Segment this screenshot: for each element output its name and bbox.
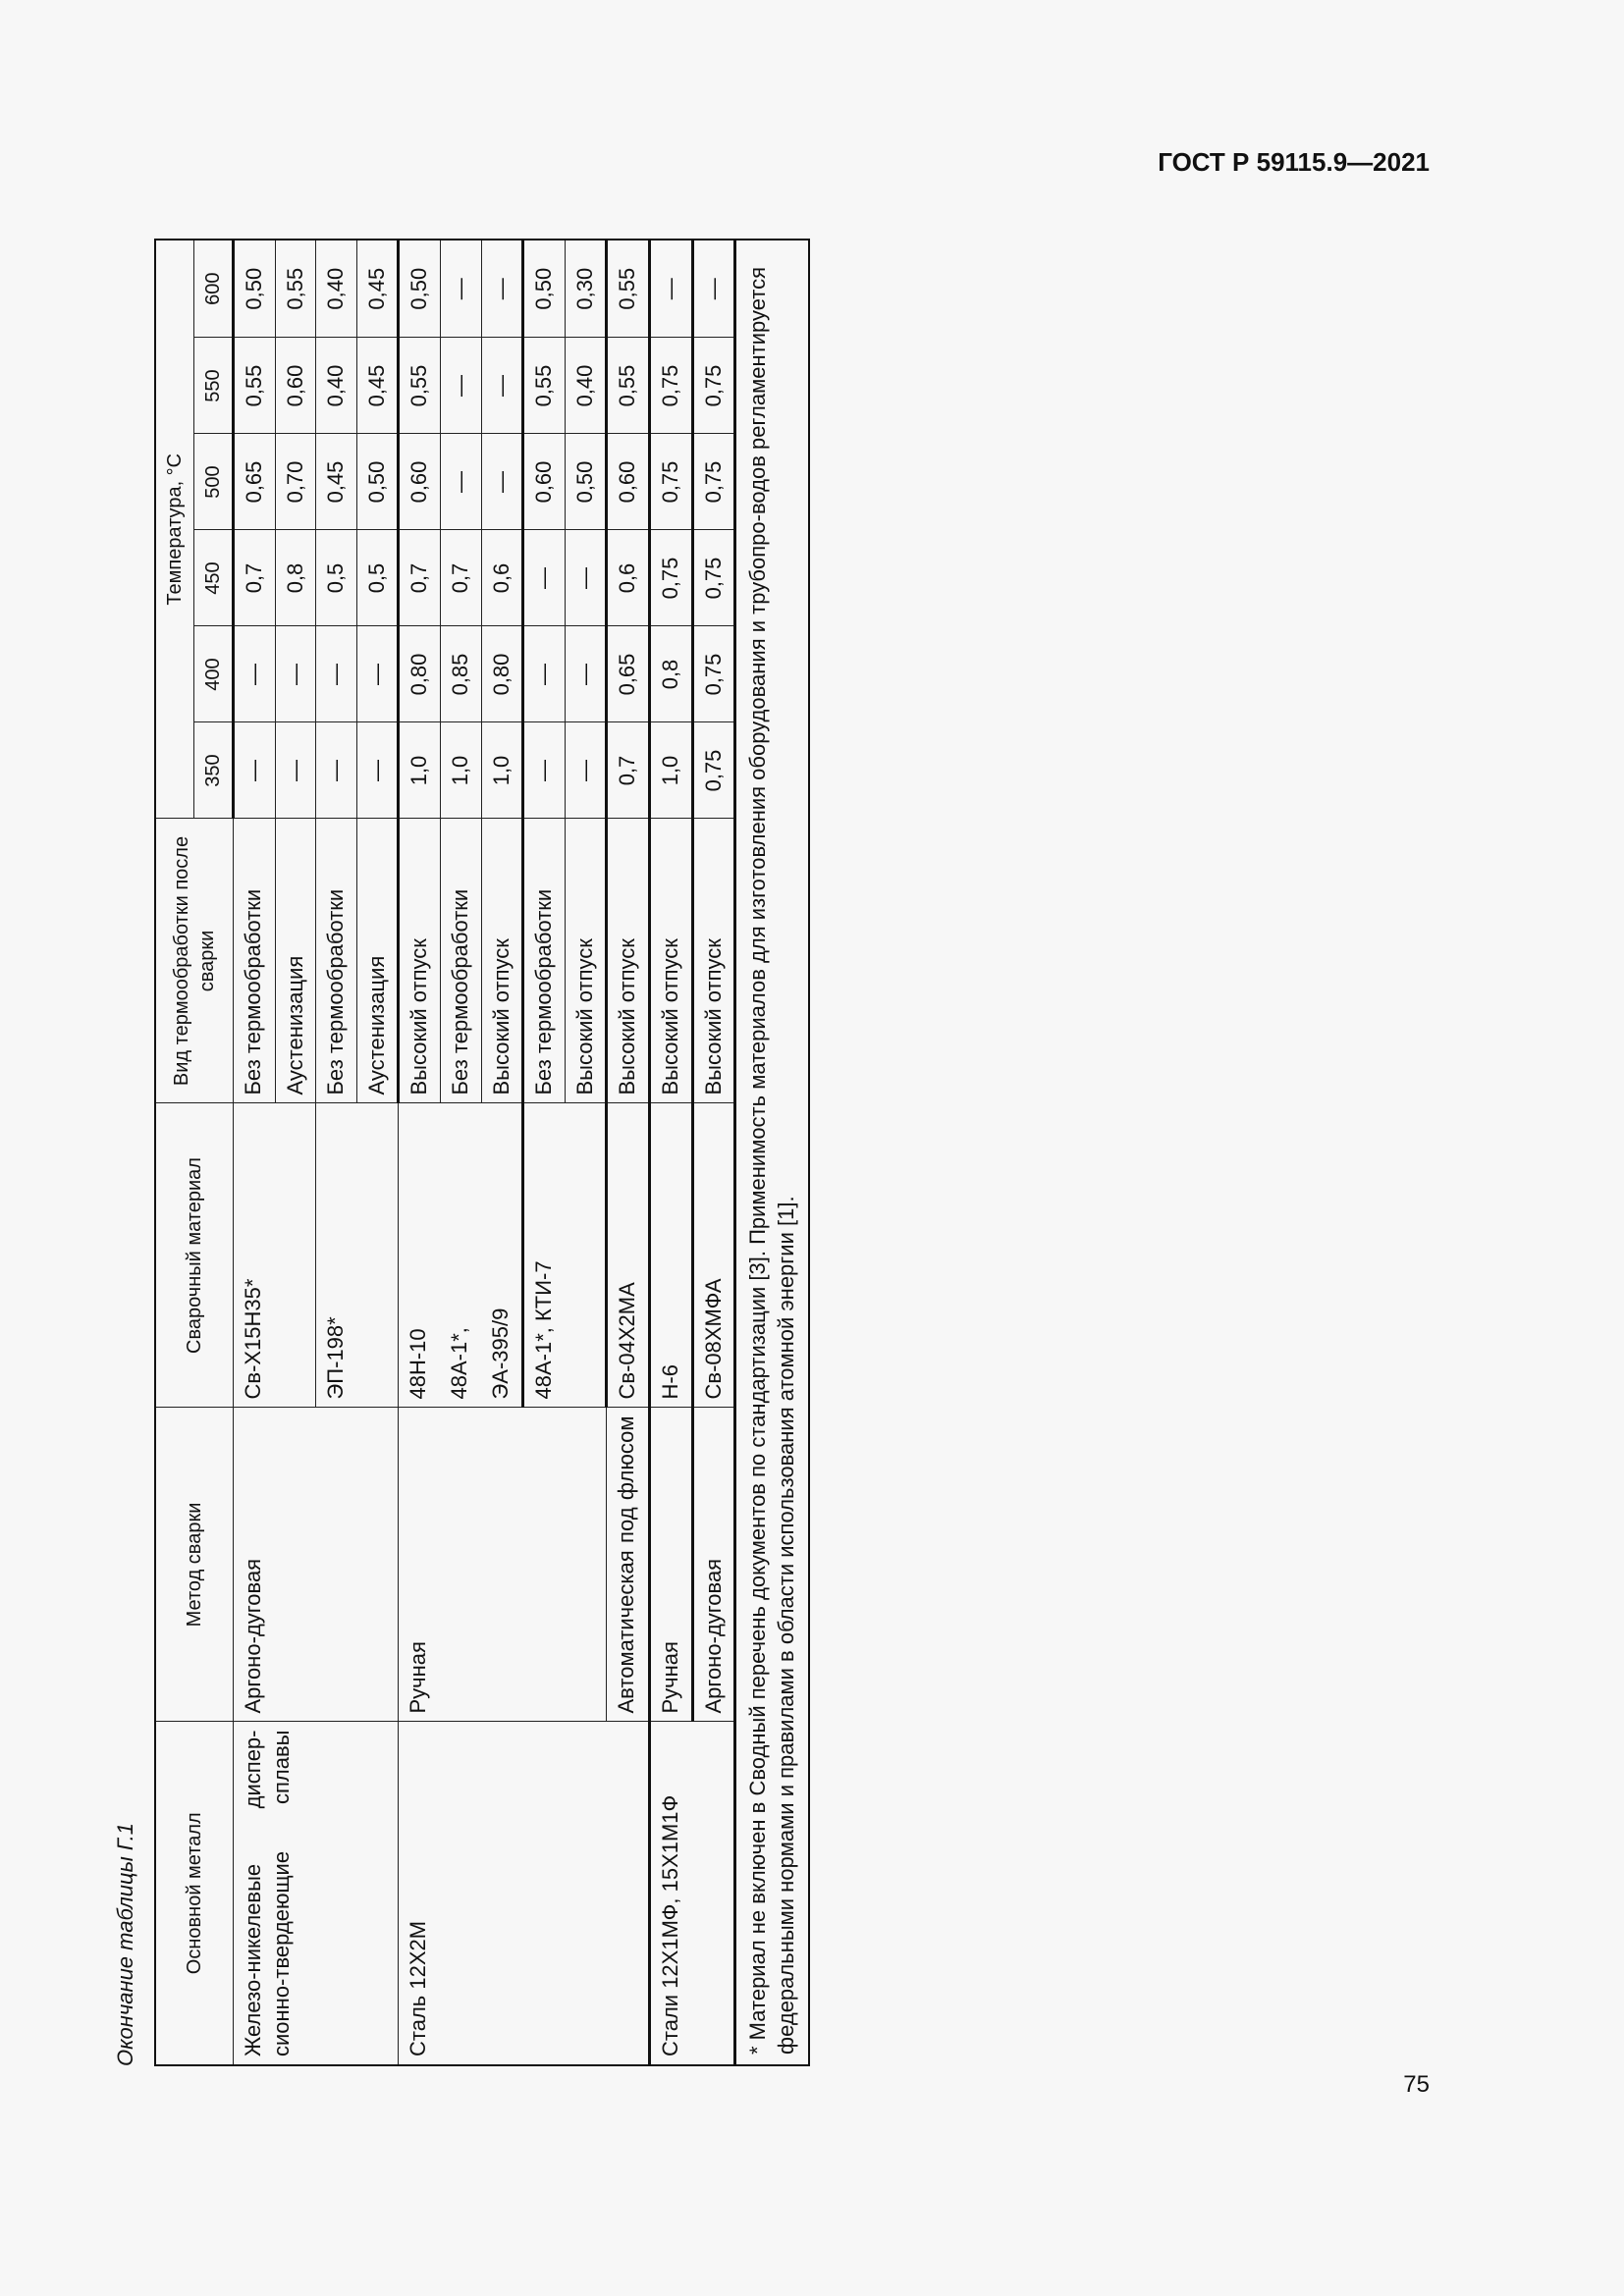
cell-value: — [523,626,566,722]
cell-treatment: Без термообработки [234,819,276,1103]
cell-value: 0,85 [440,626,481,722]
cell-material: Н-6 [649,1103,692,1408]
cell-value: 0,7 [399,530,441,626]
cell-value: 0,5 [316,530,357,626]
data-table [154,239,810,2066]
cell-base-metal: Сталь 12Х2М [399,1722,650,2065]
cell-value: 0,40 [565,338,607,434]
cell-treatment: Аустенизация [356,819,399,1103]
cell-value: 0,50 [356,434,399,530]
cell-value: 1,0 [649,722,692,819]
cell-value: 0,50 [565,434,607,530]
cell-value: 0,60 [275,338,316,434]
cell-value: 0,7 [440,530,481,626]
cell-value: 0,7 [607,722,650,819]
rotated-table-block [113,231,918,2066]
cell-treatment: Высокий отпуск [399,819,441,1103]
cell-value: — [523,722,566,819]
cell-value: 0,75 [692,722,735,819]
cell-value: 1,0 [399,722,441,819]
cell-value: 0,75 [692,626,735,722]
cell-value: 0,75 [692,530,735,626]
cell-value: 0,6 [481,530,523,626]
document-code: ГОСТ Р 59115.9—2021 [1158,147,1430,177]
table-row [399,240,441,2065]
cell-value: 0,55 [607,338,650,434]
header-material: Сварочный материал [155,1103,234,1408]
cell-value: 0,55 [399,338,441,434]
cell-treatment: Без термообработки [523,819,566,1103]
cell-value: 0,50 [523,240,566,338]
cell-material: 48Н-10 [399,1103,441,1408]
cell-value: 0,45 [356,240,399,338]
cell-base-metal: Стали 12Х1МФ, 15Х1М1Ф [649,1722,734,2065]
cell-value: 0,65 [607,626,650,722]
header-temp-550: 550 [194,338,234,434]
cell-method: Аргоно-дуговая [692,1408,735,1722]
cell-value: 0,75 [649,530,692,626]
cell-material: ЭП-198* [316,1103,399,1408]
table-row [234,240,276,2065]
cell-value: — [275,722,316,819]
header-treatment: Вид термообработки после сварки [155,819,234,1103]
cell-value: 0,45 [356,338,399,434]
cell-value: 0,7 [234,530,276,626]
cell-value: — [481,338,523,434]
header-temp-350: 350 [194,722,234,819]
cell-value: — [565,626,607,722]
cell-material: Св-04Х2МА [607,1103,650,1408]
cell-value: — [565,530,607,626]
cell-treatment: Без термообработки [316,819,357,1103]
cell-value: 0,40 [316,240,357,338]
header-temperature: Температура, °С [155,240,194,819]
cell-value: 0,40 [316,338,357,434]
cell-value: 0,6 [607,530,650,626]
header-method: Метод сварки [155,1408,234,1722]
table-wrapper [154,240,810,2066]
cell-value: 0,50 [234,240,276,338]
cell-method: Аргоно-дуговая [234,1408,399,1722]
cell-treatment: Без термообработки [440,819,481,1103]
cell-value: — [234,722,276,819]
header-temp-500: 500 [194,434,234,530]
cell-value: — [481,240,523,338]
cell-value: 0,75 [692,338,735,434]
cell-value: — [356,626,399,722]
cell-treatment: Высокий отпуск [565,819,607,1103]
cell-treatment: Высокий отпуск [481,819,523,1103]
cell-value: 0,55 [234,338,276,434]
header-temp-450: 450 [194,530,234,626]
cell-material: 48А-1*, [440,1103,481,1408]
cell-value: 0,80 [399,626,441,722]
cell-treatment: Высокий отпуск [692,819,735,1103]
cell-value: — [440,240,481,338]
cell-value: — [649,240,692,338]
cell-value: 0,80 [481,626,523,722]
cell-treatment: Аустенизация [275,819,316,1103]
cell-value: 0,55 [523,338,566,434]
cell-treatment: Высокий отпуск [649,819,692,1103]
cell-value: 0,75 [692,434,735,530]
cell-value: — [316,626,357,722]
cell-treatment: Высокий отпуск [607,819,650,1103]
cell-value: 0,55 [607,240,650,338]
cell-value: — [356,722,399,819]
cell-value: 0,60 [607,434,650,530]
cell-value: 0,8 [649,626,692,722]
table-row [649,240,692,2065]
cell-method: Ручная [649,1408,692,1722]
cell-value: 0,45 [316,434,357,530]
cell-value: 0,65 [234,434,276,530]
cell-value: — [481,434,523,530]
cell-material: 48А-1*, КТИ-7 [523,1103,607,1408]
cell-material: Св-08ХМФА [692,1103,735,1408]
header-temp-400: 400 [194,626,234,722]
page-number: 75 [1403,2071,1430,2098]
cell-value: 0,8 [275,530,316,626]
cell-base-metal: Железо-никелевые диспер-сионно-твердеющие сплавы [234,1722,399,2065]
cell-material: Св-Х15Н35* [234,1103,316,1408]
cell-value: — [275,626,316,722]
cell-value: 1,0 [481,722,523,819]
header-base-metal: Основной металл [155,1722,234,2065]
cell-value: 0,55 [275,240,316,338]
cell-method: Автоматическая под флюсом [607,1408,650,1722]
cell-value: — [692,240,735,338]
cell-value: — [316,722,357,819]
cell-value: — [565,722,607,819]
cell-material: ЭА-395/9 [481,1103,523,1408]
cell-value: — [234,626,276,722]
cell-value: — [440,434,481,530]
cell-value: 0,60 [399,434,441,530]
cell-value: 0,5 [356,530,399,626]
cell-value: — [440,338,481,434]
header-temp-600: 600 [194,240,234,338]
cell-value: 0,50 [399,240,441,338]
cell-value: 0,75 [649,434,692,530]
cell-value: — [523,530,566,626]
cell-value: 1,0 [440,722,481,819]
cell-value: 0,70 [275,434,316,530]
cell-value: 0,75 [649,338,692,434]
table-caption: Окончание таблицы Г.1 [113,1823,137,2066]
cell-method: Ручная [399,1408,607,1722]
table-footnote: * Материал не включен в Сводный перечень документов по стандартизации [3]. Применимость материалов для изготовления оборудования и трубопро-водов регламентируется федеральными нормами и правилами в области использования атомной энергии [1]. [735,240,810,2065]
footnote-row [735,240,810,2065]
cell-value: 0,30 [565,240,607,338]
cell-value: 0,60 [523,434,566,530]
